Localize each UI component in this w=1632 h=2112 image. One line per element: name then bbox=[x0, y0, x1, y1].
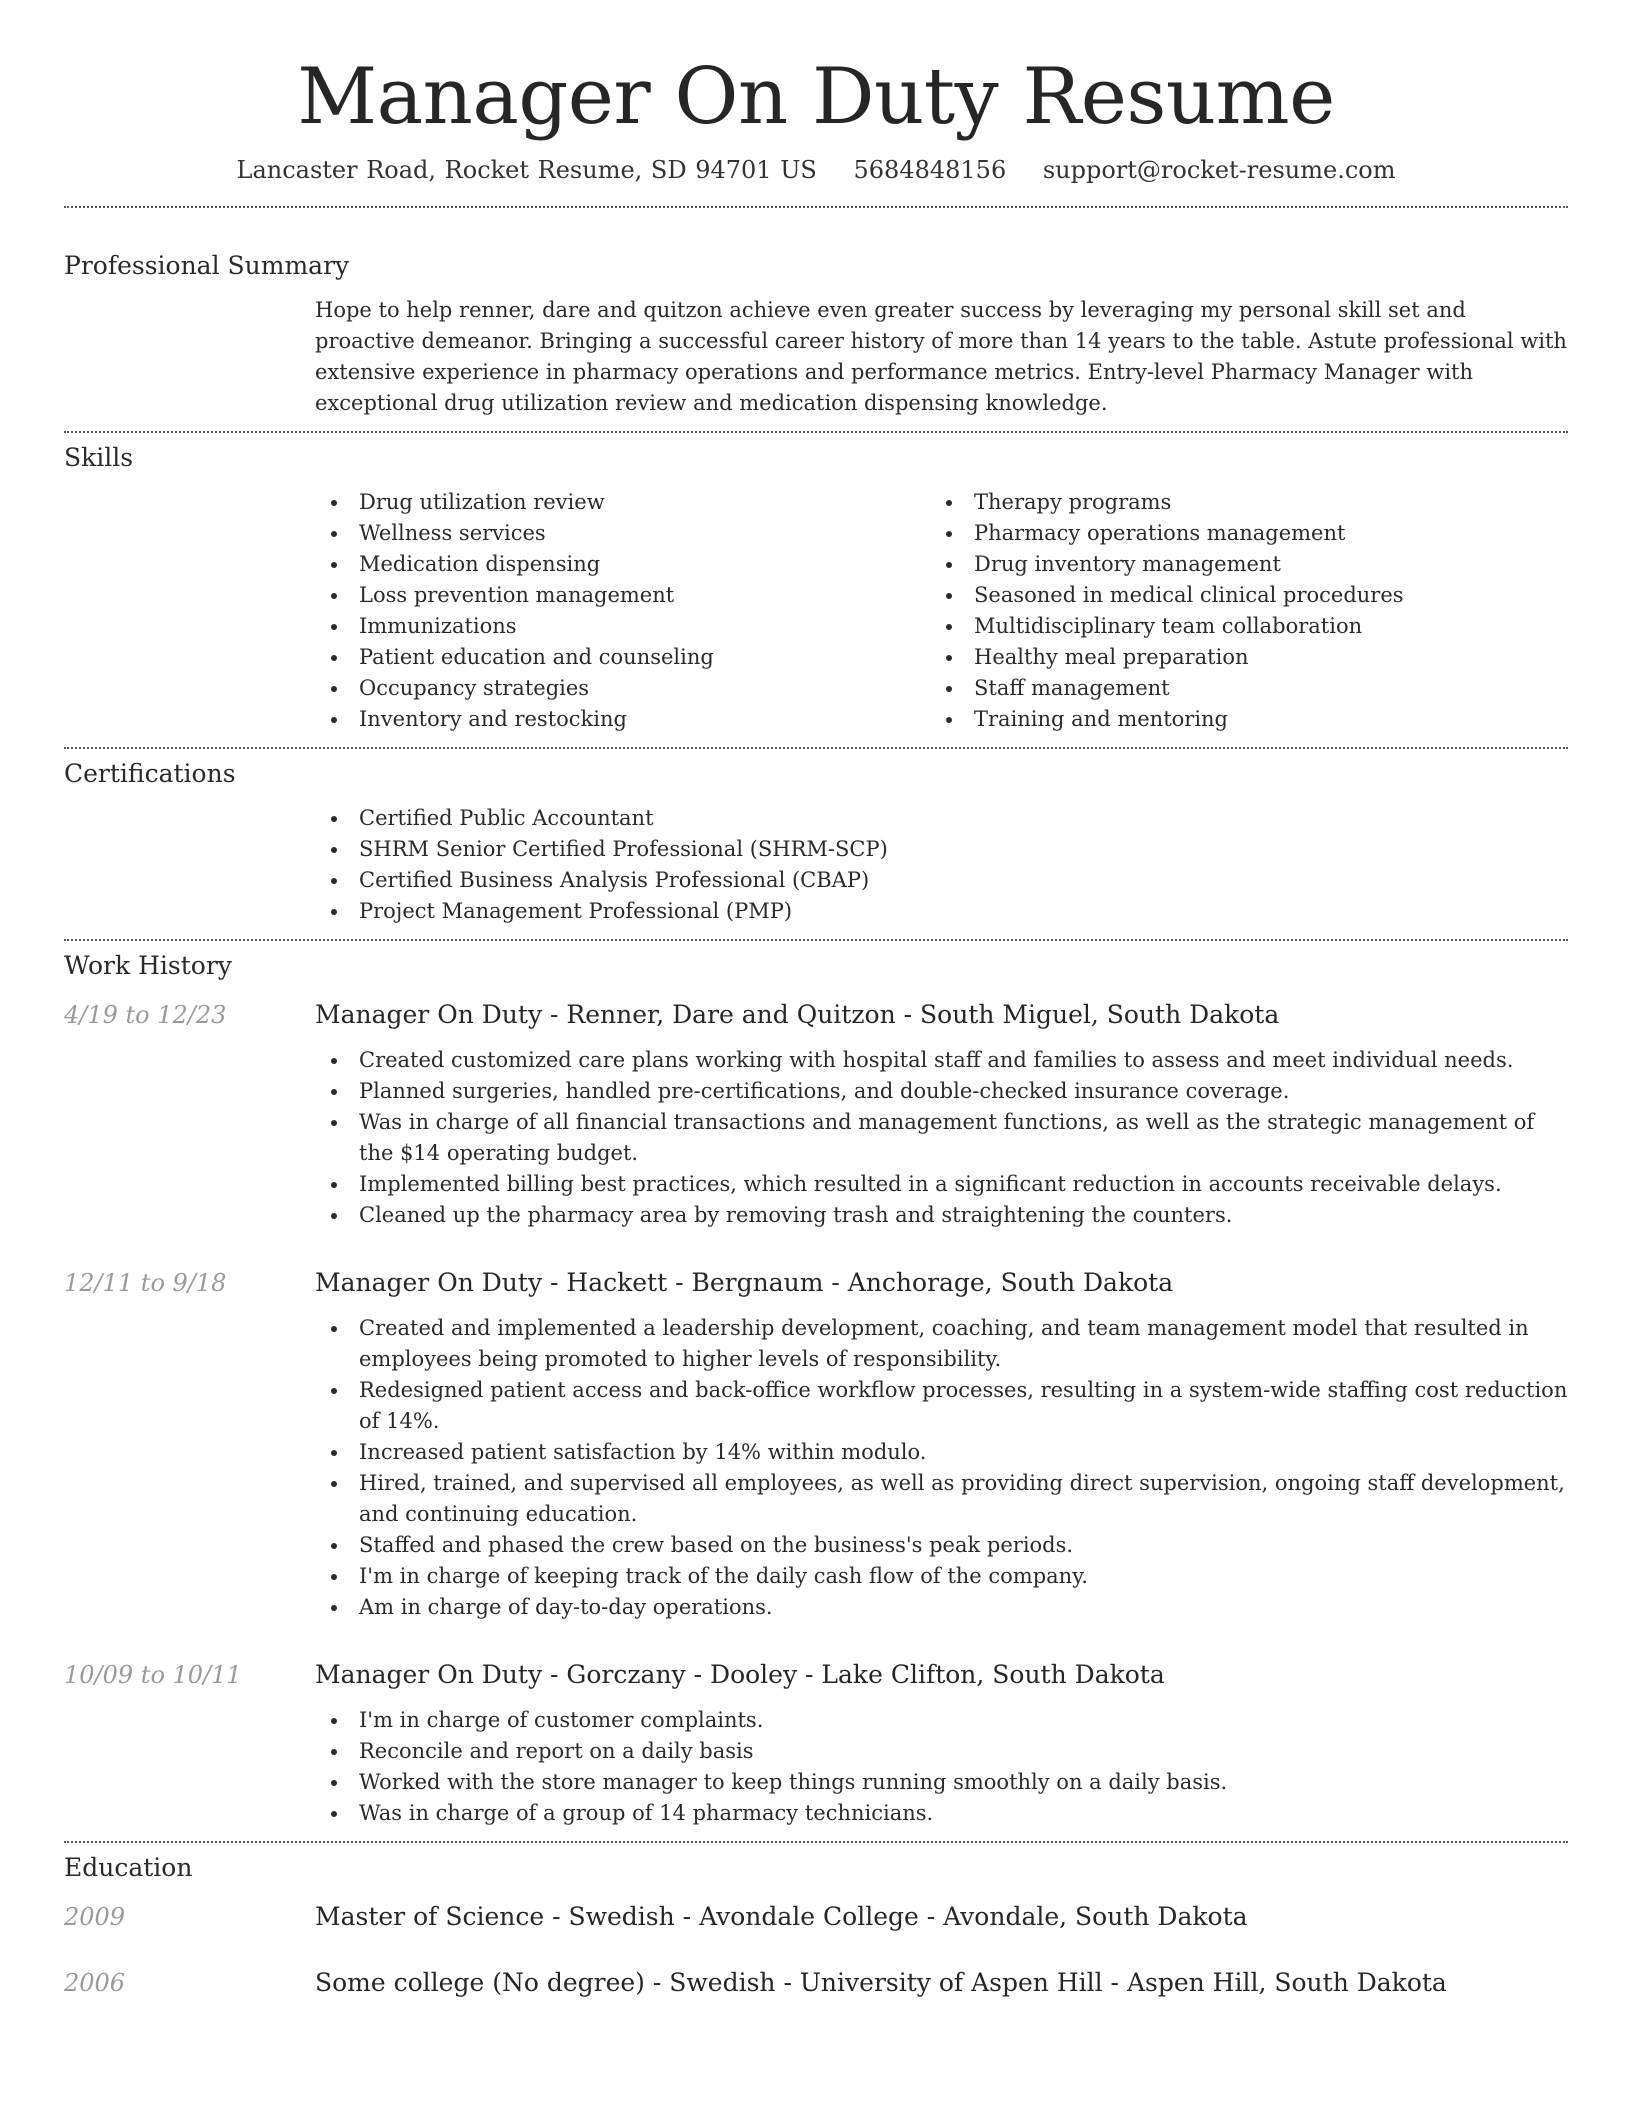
job-title: Manager On Duty - Gorczany - Dooley - Lake Clifton, South Dakota bbox=[315, 1660, 1165, 1689]
contact-address: Lancaster Road, Rocket Resume, SD 94701 US bbox=[236, 156, 817, 184]
contact-line bbox=[64, 150, 1568, 206]
list-item: Inventory and restocking bbox=[315, 704, 930, 735]
skills-list-left bbox=[315, 487, 930, 735]
summary-section bbox=[64, 208, 1568, 431]
skills-columns bbox=[315, 487, 1568, 747]
list-item: SHRM Senior Certified Professional (SHRM-SCP) bbox=[315, 834, 1568, 865]
contact-phone: 5684848156 bbox=[853, 156, 1007, 184]
list-item: Drug utilization review bbox=[315, 487, 930, 518]
job-bullets bbox=[315, 1045, 1568, 1231]
resume-title: Manager On Duty Resume bbox=[297, 52, 1335, 142]
job-body bbox=[315, 1265, 1568, 1623]
list-item: Increased patient satisfaction by 14% within modulo. bbox=[315, 1437, 1568, 1468]
list-item: Healthy meal preparation bbox=[930, 642, 1545, 673]
list-item: Created and implemented a leadership development, coaching, and team management model that resulted in employees being promoted to higher levels of responsibility. bbox=[315, 1313, 1568, 1375]
list-item: Training and mentoring bbox=[930, 704, 1545, 735]
job-dates: 12/11 to 9/18 bbox=[64, 1269, 227, 1297]
job-body bbox=[315, 1657, 1568, 1829]
list-item: Certified Public Accountant bbox=[315, 803, 1568, 834]
education-section bbox=[64, 1843, 1568, 2031]
job-dates: 10/09 to 10/11 bbox=[64, 1661, 242, 1689]
job-bullets bbox=[315, 1313, 1568, 1623]
list-item: Seasoned in medical clinical procedures bbox=[930, 580, 1545, 611]
list-item: Drug inventory management bbox=[930, 549, 1545, 580]
list-item: Cleaned up the pharmacy area by removing trash and straightening the counters. bbox=[315, 1200, 1568, 1231]
skills-heading: Skills bbox=[64, 443, 134, 472]
list-item: Patient education and counseling bbox=[315, 642, 930, 673]
skills-section bbox=[64, 433, 1568, 747]
list-item: Staffed and phased the crew based on the business's peak periods. bbox=[315, 1530, 1568, 1561]
work-history-section bbox=[64, 941, 1568, 1841]
list-item: Hired, trained, and supervised all employees, as well as providing direct supervision, ongoing staff development, and continuing education. bbox=[315, 1468, 1568, 1530]
list-item: Am in charge of day-to-day operations. bbox=[315, 1592, 1568, 1623]
certifications-content bbox=[315, 803, 1568, 939]
list-item: Loss prevention management bbox=[315, 580, 930, 611]
list-item: Pharmacy operations management bbox=[930, 518, 1545, 549]
job-dates: 4/19 to 12/23 bbox=[64, 1001, 227, 1029]
certifications-heading: Certifications bbox=[64, 759, 236, 788]
job-entry bbox=[64, 1265, 1568, 1623]
list-item: Staff management bbox=[930, 673, 1545, 704]
job-title: Manager On Duty - Renner, Dare and Quitzon - South Miguel, South Dakota bbox=[315, 1000, 1280, 1029]
list-item: Therapy programs bbox=[930, 487, 1545, 518]
skills-list-right bbox=[930, 487, 1545, 735]
list-item: Certified Business Analysis Professional (CBAP) bbox=[315, 865, 1568, 896]
list-item: I'm in charge of keeping track of the daily cash flow of the company. bbox=[315, 1561, 1568, 1592]
education-heading: Education bbox=[64, 1853, 193, 1882]
list-item: Immunizations bbox=[315, 611, 930, 642]
job-entry bbox=[64, 1657, 1568, 1841]
list-item: Redesigned patient access and back-office workflow processes, resulting in a system-wide staffing cost reduction of 14%. bbox=[315, 1375, 1568, 1437]
list-item: I'm in charge of customer complaints. bbox=[315, 1705, 1568, 1736]
certifications-section bbox=[64, 749, 1568, 939]
list-item: Was in charge of a group of 14 pharmacy technicians. bbox=[315, 1798, 1568, 1829]
list-item: Reconcile and report on a daily basis bbox=[315, 1736, 1568, 1767]
list-item: Was in charge of all financial transactions and management functions, as well as the strategic management of the $14 operating budget. bbox=[315, 1107, 1568, 1169]
list-item: Worked with the store manager to keep things running smoothly on a daily basis. bbox=[315, 1767, 1568, 1798]
education-year: 2009 bbox=[64, 1903, 126, 1931]
education-title: Some college (No degree) - Swedish - University of Aspen Hill - Aspen Hill, South Dakota bbox=[315, 1968, 1447, 1997]
work-history-heading: Work History bbox=[64, 951, 232, 980]
list-item: Medication dispensing bbox=[315, 549, 930, 580]
summary-heading: Professional Summary bbox=[64, 251, 350, 280]
list-item: Multidisciplinary team collaboration bbox=[930, 611, 1545, 642]
certifications-list bbox=[315, 803, 1568, 927]
list-item: Created customized care plans working with hospital staff and families to assess and meet individual needs. bbox=[315, 1045, 1568, 1076]
list-item: Wellness services bbox=[315, 518, 930, 549]
summary-text: Hope to help renner, dare and quitzon achieve even greater success by leveraging my personal skill set and proactive demeanor. Bringing a successful career history of more than 14 years to the table. Astute professional with extensive experience in pharmacy operations and performance metrics. Entry-level Pharmacy Manager with exceptional drug utilization review and medication dispensing knowledge. bbox=[315, 298, 1567, 415]
education-title: Master of Science - Swedish - Avondale College - Avondale, South Dakota bbox=[315, 1902, 1248, 1931]
job-bullets bbox=[315, 1705, 1568, 1829]
list-item: Implemented billing best practices, which resulted in a significant reduction in accounts receivable delays. bbox=[315, 1169, 1568, 1200]
education-year: 2006 bbox=[64, 1969, 126, 1997]
contact-email[interactable]: support@rocket-resume.com bbox=[1042, 156, 1396, 184]
education-entry bbox=[64, 1965, 1568, 2031]
list-item: Occupancy strategies bbox=[315, 673, 930, 704]
list-item: Planned surgeries, handled pre-certifications, and double-checked insurance coverage. bbox=[315, 1076, 1568, 1107]
list-item: Project Management Professional (PMP) bbox=[315, 896, 1568, 927]
job-body bbox=[315, 997, 1568, 1231]
job-title: Manager On Duty - Hackett - Bergnaum - Anchorage, South Dakota bbox=[315, 1268, 1174, 1297]
job-entry bbox=[64, 997, 1568, 1231]
education-entry bbox=[64, 1899, 1568, 1965]
